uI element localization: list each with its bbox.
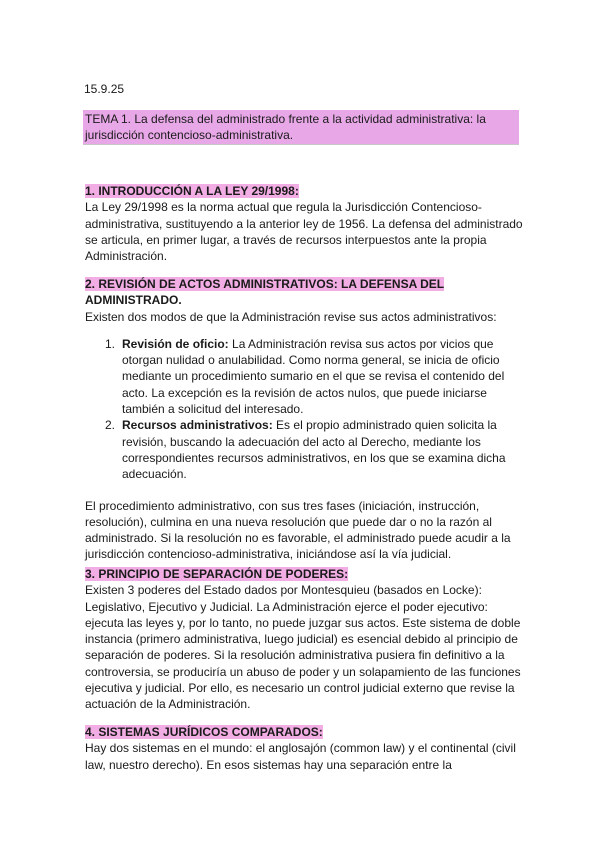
section-closing: El procedimiento administrativo, con sus tres fases (iniciación, instrucción, resolución), culmina en una nueva resolución que puede dar o no la razón al administrado. Si la resolución no es favorable, el administrado puede acudir a la jurisdicción contencioso-administrativa, iniciándose así la vía judicial. <box>85 498 511 562</box>
numbered-list <box>85 336 525 483</box>
section-body: Existen 3 poderes del Estado dados por Montesquieu (basados en Locke): Legislativo, Ejecutivo y Judicial. La Administración ejerce el poder ejecutivo: ejecuta las leyes y, por lo tanto, no puede juzgar sus actos. Este sistema de doble instancia (primero administrativa, luego judicial) es esencial debido al principio de separación de poderes. Si la resolución administrativa pusiera fin definitivo a la controversia, se produciría un abuso de poder y un solapamiento de las funciones ejecutiva y judicial. Por ello, es necesario un control judicial externo que revise la actuación de la Administración. <box>85 583 521 712</box>
list-item-text: Es el propio administrado quien solicita la revisión, buscando la adecuación del acto al Derecho, mediante los correspondientes recursos administrativos, en los que se examina dicha adecuación. <box>122 418 506 482</box>
topic-title-underline <box>83 144 519 145</box>
date: 15.9.25 <box>84 82 125 96</box>
topic-title: TEMA 1. La defensa del administrado frente a la actividad administrativa: la jurisdicción contencioso-administrativa. <box>83 110 519 145</box>
section-body: La Ley 29/1998 es la norma actual que regula la Jurisdicción Contencioso-administrativa, sustituyendo a la anterior ley de 1956. La defensa del administrado se articula, en primer lugar, a través de recursos interpuestos ante la propia Administración. <box>85 200 523 264</box>
section-heading: 1. INTRODUCCIÓN A LA LEY 29/1998: <box>85 184 299 198</box>
section-heading-continued: ADMINISTRADO. <box>85 293 182 308</box>
section-heading: 3. PRINCIPIO DE SEPARACIÓN DE PODERES: <box>85 567 349 581</box>
list-item <box>85 336 525 417</box>
section-intro: Existen dos modos de que la Administración revise sus actos administrativos: <box>85 309 497 324</box>
section-separation-of-powers <box>85 566 525 713</box>
list-item <box>85 417 525 482</box>
list-number: 2. <box>105 418 116 433</box>
section-heading: 4. SISTEMAS JURÍDICOS COMPARADOS: <box>85 725 323 739</box>
section-body: Hay dos sistemas en el mundo: el anglosajón (common law) y el continental (civil law, nuestro derecho). En esos sistemas hay una separación entre la <box>85 741 516 772</box>
section-introduction <box>85 183 525 264</box>
section-heading: 2. REVISIÓN DE ACTOS ADMINISTRATIVOS: LA DEFENSA DEL <box>85 277 445 291</box>
list-item-text: La Administración revisa sus actos por vicios que otorgan nulidad o anulabilidad. Como norma general, se inicia de oficio mediante un procedimiento sumario en el que se revisa el contenido del acto. La excepción es la revisión de actos nulos, que puede iniciarse también a solicitud del interesado. <box>122 336 505 417</box>
section-legal-systems <box>85 724 525 773</box>
list-number: 1. <box>105 336 116 351</box>
list-item-title: Revisión de oficio: <box>122 336 229 351</box>
list-item-title: Recursos administrativos: <box>122 418 273 433</box>
section-revision <box>85 276 525 563</box>
